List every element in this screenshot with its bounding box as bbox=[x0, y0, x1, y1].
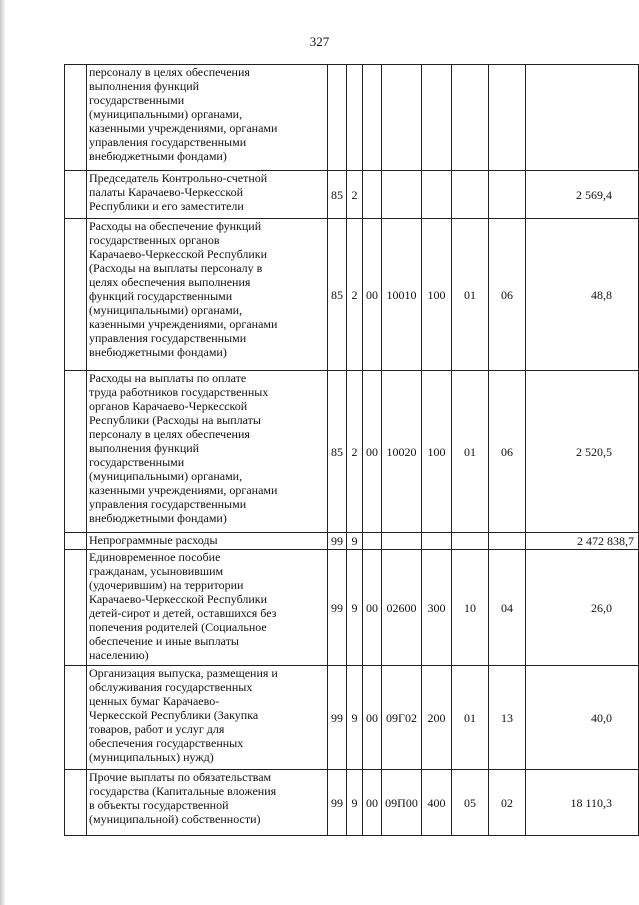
table-row bbox=[65, 65, 639, 171]
table-row bbox=[65, 171, 639, 219]
table-row bbox=[65, 371, 639, 533]
code-c7: 06 bbox=[489, 371, 526, 533]
code-c3: 00 bbox=[363, 770, 382, 836]
code-c4: 10010 bbox=[382, 219, 422, 371]
code-c1: 85 bbox=[328, 371, 347, 533]
code-c1: 85 bbox=[328, 171, 347, 219]
code-c7 bbox=[489, 533, 526, 550]
row-amount: 2 569,4 bbox=[526, 171, 639, 219]
row-description: Единовременное пособие гражданам, усыновившим (удочерившим) на территории Карачаево-Черкесской Республики детей-сирот и детей, оставшихся без попечения родителей (Социальное обеспечение и иные выплаты населению) bbox=[87, 550, 328, 666]
empty-margin-cell bbox=[65, 550, 87, 666]
code-c4 bbox=[382, 533, 422, 550]
page-number: 327 bbox=[309, 34, 330, 49]
code-c7 bbox=[489, 65, 526, 171]
code-c4: 09Г02 bbox=[382, 666, 422, 770]
code-c5: 100 bbox=[422, 219, 452, 371]
code-c6: 10 bbox=[452, 550, 489, 666]
code-c2: 9 bbox=[347, 770, 363, 836]
code-c3: 00 bbox=[363, 550, 382, 666]
empty-margin-cell bbox=[65, 371, 87, 533]
code-c3 bbox=[363, 65, 382, 171]
empty-margin-cell bbox=[65, 770, 87, 836]
row-amount: 18 110,3 bbox=[526, 770, 639, 836]
row-amount: 2 520,5 bbox=[526, 371, 639, 533]
code-c4 bbox=[382, 171, 422, 219]
code-c7: 02 bbox=[489, 770, 526, 836]
row-description: Непрограммные расходы bbox=[87, 533, 328, 550]
empty-margin-cell bbox=[65, 65, 87, 171]
code-c2: 2 bbox=[347, 219, 363, 371]
code-c3: 00 bbox=[363, 666, 382, 770]
code-c2 bbox=[347, 65, 363, 171]
code-c5: 200 bbox=[422, 666, 452, 770]
table-row bbox=[65, 533, 639, 550]
row-description: Председатель Контрольно-счетной палаты Карачаево-Черкесской Республики и его заместители bbox=[87, 171, 328, 219]
code-c6: 01 bbox=[452, 371, 489, 533]
table-row bbox=[65, 219, 639, 371]
code-c2: 2 bbox=[347, 371, 363, 533]
code-c4 bbox=[382, 65, 422, 171]
code-c5: 100 bbox=[422, 371, 452, 533]
code-c5 bbox=[422, 533, 452, 550]
code-c2: 9 bbox=[347, 533, 363, 550]
row-description: персоналу в целях обеспечения выполнения функций государственными (муниципальными) органами, казенными учреждениями, органами управления государственными внебюджетными фондами) bbox=[87, 65, 328, 171]
row-amount bbox=[526, 65, 639, 171]
code-c4: 02600 bbox=[382, 550, 422, 666]
code-c2: 2 bbox=[347, 171, 363, 219]
code-c1: 99 bbox=[328, 533, 347, 550]
budget-table bbox=[64, 64, 639, 836]
code-c5 bbox=[422, 171, 452, 219]
code-c6: 05 bbox=[452, 770, 489, 836]
code-c6 bbox=[452, 171, 489, 219]
code-c4: 09П00 bbox=[382, 770, 422, 836]
code-c3: 00 bbox=[363, 219, 382, 371]
table-row bbox=[65, 770, 639, 836]
code-c2: 9 bbox=[347, 666, 363, 770]
scan-edge-shadow bbox=[0, 0, 6, 905]
code-c2: 9 bbox=[347, 550, 363, 666]
row-description: Расходы на выплаты по оплате труда работников государственных органов Карачаево-Черкесской Республики (Расходы на выплаты персоналу в целях обеспечения выполнения функций государственными (муниципальными) органами, казенными учреждениями, органами управления государственными внебюджетными фондами) bbox=[87, 371, 328, 533]
code-c3 bbox=[363, 171, 382, 219]
code-c7 bbox=[489, 171, 526, 219]
table-row bbox=[65, 550, 639, 666]
row-description: Прочие выплаты по обязательствам государства (Капитальные вложения в объекты государственной (муниципальной) собственности) bbox=[87, 770, 328, 836]
code-c7: 04 bbox=[489, 550, 526, 666]
code-c1: 85 bbox=[328, 219, 347, 371]
empty-margin-cell bbox=[65, 533, 87, 550]
code-c6 bbox=[452, 65, 489, 171]
row-amount: 2 472 838,7 bbox=[526, 533, 639, 550]
code-c6: 01 bbox=[452, 219, 489, 371]
empty-margin-cell bbox=[65, 171, 87, 219]
row-description: Расходы на обеспечение функций государственных органов Карачаево-Черкесской Республики (Расходы на выплаты персоналу в целях обеспечения выполнения функций государственными (муниципальными) органами, казенными учреждениями, органами управления государственными внебюджетными фондами) bbox=[87, 219, 328, 371]
code-c5 bbox=[422, 65, 452, 171]
code-c6 bbox=[452, 533, 489, 550]
code-c6: 01 bbox=[452, 666, 489, 770]
code-c7: 06 bbox=[489, 219, 526, 371]
code-c1: 99 bbox=[328, 666, 347, 770]
table-row bbox=[65, 666, 639, 770]
code-c5: 300 bbox=[422, 550, 452, 666]
code-c4: 10020 bbox=[382, 371, 422, 533]
code-c7: 13 bbox=[489, 666, 526, 770]
code-c3 bbox=[363, 533, 382, 550]
empty-margin-cell bbox=[65, 219, 87, 371]
code-c1: 99 bbox=[328, 550, 347, 666]
empty-margin-cell bbox=[65, 666, 87, 770]
row-amount: 26,0 bbox=[526, 550, 639, 666]
row-amount: 48,8 bbox=[526, 219, 639, 371]
code-c1: 99 bbox=[328, 770, 347, 836]
row-description: Организация выпуска, размещения и обслуживания государственных ценных бумаг Карачаево- Черкесской Республики (Закупка товаров, работ и услуг для обеспечения государственных (муниципальных) нужд) bbox=[87, 666, 328, 770]
code-c1 bbox=[328, 65, 347, 171]
row-amount: 40,0 bbox=[526, 666, 639, 770]
code-c3: 00 bbox=[363, 371, 382, 533]
code-c5: 400 bbox=[422, 770, 452, 836]
